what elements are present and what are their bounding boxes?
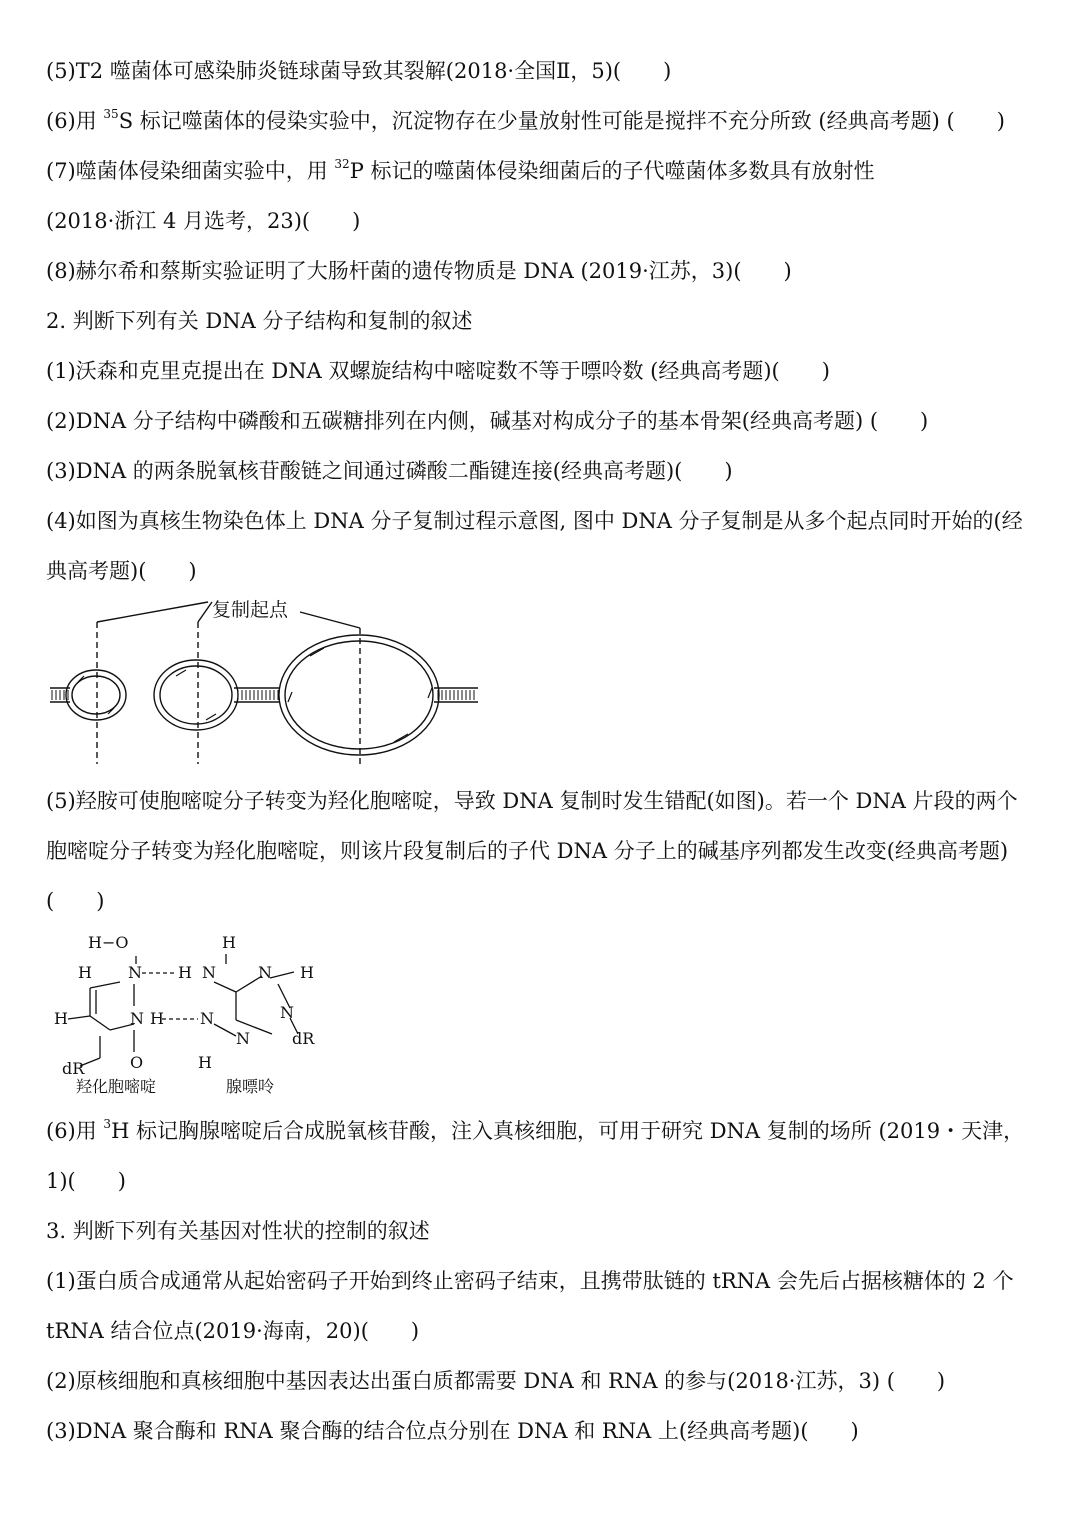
text-line: ( ) bbox=[46, 889, 105, 913]
svg-text:N: N bbox=[236, 1029, 250, 1048]
svg-text:N: N bbox=[200, 1009, 214, 1028]
svg-text:N: N bbox=[258, 963, 272, 982]
text-line: (2)原核细胞和真核细胞中基因表达出蛋白质都需要 DNA 和 RNA 的参与(2018·江苏，3) ( ) bbox=[46, 1369, 946, 1393]
svg-text:N: N bbox=[280, 1003, 294, 1022]
text-line: (2018·浙江 4 月选考，23)( ) bbox=[46, 209, 361, 233]
dna-replication-diagram bbox=[40, 592, 500, 772]
text-line: (1)沃森和克里克提出在 DNA 双螺旋结构中嘧啶数不等于嘌呤数 (经典高考题)( ) bbox=[46, 359, 830, 383]
svg-text:N: N bbox=[202, 963, 216, 982]
text-line: 1)( ) bbox=[46, 1169, 126, 1193]
origin-label: 复制起点 bbox=[212, 599, 289, 621]
svg-text:羟化胞嘧啶: 羟化胞嘧啶 bbox=[76, 1077, 157, 1096]
text-line: (4)如图为真核生物染色体上 DNA 分子复制过程示意图, 图中 DNA 分子复制是从多个起点同时开始的(经 bbox=[46, 509, 1023, 533]
svg-text:dR: dR bbox=[62, 1059, 85, 1078]
text-line: 胞嘧啶分子转变为羟化胞嘧啶，则该片段复制后的子代 DNA 分子上的碱基序列都发生改变(经典高考题) bbox=[46, 839, 1009, 863]
text-line: (3)DNA 的两条脱氧核苷酸链之间通过磷酸二酯键连接(经典高考题)( ) bbox=[46, 459, 733, 483]
text-line: (5)T2 噬菌体可感染肺炎链球菌导致其裂解(2018·全国Ⅱ，5)( ) bbox=[46, 59, 672, 83]
svg-text:H: H bbox=[222, 933, 236, 952]
base-pair-structure-figure bbox=[40, 926, 340, 1098]
section-heading: 2. 判断下列有关 DNA 分子结构和复制的叙述 bbox=[46, 309, 473, 333]
svg-text:H: H bbox=[150, 1009, 164, 1028]
section-heading: 3. 判断下列有关基因对性状的控制的叙述 bbox=[46, 1219, 430, 1243]
text-line: (8)赫尔希和蔡斯实验证明了大肠杆菌的遗传物质是 DNA (2019·江苏，3)( ) bbox=[46, 259, 792, 283]
text-line: (2)DNA 分子结构中磷酸和五碳糖排列在内侧，碱基对构成分子的基本骨架(经典高考题) ( ) bbox=[46, 409, 929, 433]
text-line: 典高考题)( ) bbox=[46, 559, 197, 583]
svg-text:H: H bbox=[54, 1009, 68, 1028]
svg-text:H: H bbox=[300, 963, 314, 982]
svg-text:H: H bbox=[198, 1053, 212, 1072]
text-line: (6)用 $^{35}$S 标记噬菌体的侵染实验中，沉淀物存在少量放射性可能是搅拌不充分所致 (经典高考题) ( ) bbox=[46, 107, 1005, 133]
svg-text:N: N bbox=[130, 1009, 144, 1028]
svg-text:H: H bbox=[78, 963, 92, 982]
text-line: tRNA 结合位点(2019·海南，20)( ) bbox=[46, 1319, 420, 1343]
text-line: (5)羟胺可使胞嘧啶分子转变为羟化胞嘧啶，导致 DNA 复制时发生错配(如图)。若一个 DNA 片段的两个 bbox=[46, 789, 1018, 813]
svg-text:N: N bbox=[128, 963, 142, 982]
text-line: (7)噬菌体侵染细菌实验中，用 $^{32}$P 标记的噬菌体侵染细菌后的子代噬菌体多数具有放射性 bbox=[46, 157, 875, 183]
text-line: (6)用 $^3$H 标记胸腺嘧啶后合成脱氧核苷酸，注入真核细胞，可用于研究 DNA 复制的场所 (2019・天津， bbox=[46, 1117, 1025, 1143]
svg-text:O: O bbox=[130, 1053, 144, 1072]
svg-text:H: H bbox=[178, 963, 192, 982]
text-line: (1)蛋白质合成通常从起始密码子开始到终止密码子结束，且携带肽链的 tRNA 会先后占据核糖体的 2 个 bbox=[46, 1269, 1014, 1293]
svg-text:dR: dR bbox=[292, 1029, 315, 1048]
svg-text:H−O: H−O bbox=[88, 933, 129, 952]
svg-text:腺嘌呤: 腺嘌呤 bbox=[226, 1077, 275, 1096]
text-line: (3)DNA 聚合酶和 RNA 聚合酶的结合位点分别在 DNA 和 RNA 上(经典高考题)( ) bbox=[46, 1419, 859, 1443]
